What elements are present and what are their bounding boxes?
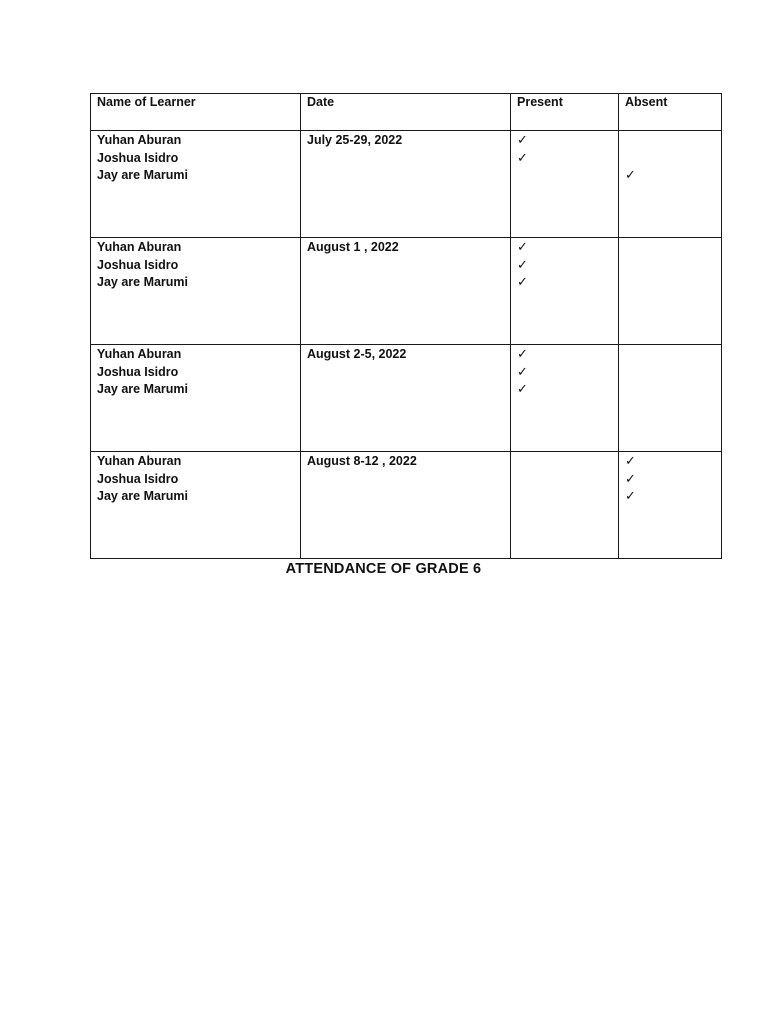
present-cell bbox=[511, 452, 619, 559]
date-cell bbox=[301, 238, 511, 345]
learner-name: Joshua Isidro bbox=[97, 150, 179, 165]
check-icon: ✓ bbox=[625, 453, 636, 468]
learners-cell bbox=[91, 238, 301, 345]
absent-cell bbox=[619, 452, 722, 559]
learner-name: Jay are Marumi bbox=[97, 275, 189, 289]
learners-cell bbox=[91, 452, 301, 559]
learner-name: Joshua Isidro bbox=[97, 364, 179, 379]
learner-name: Joshua Isidro bbox=[97, 257, 179, 272]
learner-name: Joshua Isidro bbox=[97, 471, 179, 486]
check-icon: ✓ bbox=[517, 346, 528, 361]
header-present: Present bbox=[511, 94, 619, 131]
table-row bbox=[91, 131, 722, 238]
table-row bbox=[91, 452, 722, 559]
learner-name: Jay are Marumi bbox=[97, 489, 189, 503]
header-row bbox=[91, 94, 722, 131]
date-cell bbox=[301, 452, 511, 559]
present-cell bbox=[511, 238, 619, 345]
check-icon: ✓ bbox=[517, 239, 528, 254]
check-icon: ✓ bbox=[517, 149, 528, 165]
date-text: August 1 , 2022 bbox=[307, 240, 399, 254]
present-cell bbox=[511, 345, 619, 452]
learner-name: Yuhan Aburan bbox=[97, 347, 182, 361]
check-icon: ✓ bbox=[625, 488, 636, 503]
check-icon: ✓ bbox=[517, 381, 528, 396]
absent-cell bbox=[619, 238, 722, 345]
check-icon: ✓ bbox=[517, 363, 528, 379]
date-cell bbox=[301, 131, 511, 238]
check-icon: ✓ bbox=[517, 256, 528, 272]
date-text: August 2-5, 2022 bbox=[307, 347, 407, 361]
check-icon: ✓ bbox=[625, 167, 636, 182]
header-date: Date bbox=[301, 94, 511, 131]
learner-name: Jay are Marumi bbox=[97, 382, 189, 396]
table-row bbox=[91, 345, 722, 452]
absent-cell bbox=[619, 131, 722, 238]
table-row bbox=[91, 238, 722, 345]
document-title: ATTENDANCE OF GRADE 6 bbox=[285, 561, 482, 577]
check-icon: ✓ bbox=[517, 132, 528, 147]
present-cell bbox=[511, 131, 619, 238]
header-absent: Absent bbox=[619, 94, 722, 131]
absent-cell bbox=[619, 345, 722, 452]
check-icon: ✓ bbox=[517, 274, 528, 289]
learner-name: Yuhan Aburan bbox=[97, 454, 182, 468]
learner-name: Yuhan Aburan bbox=[97, 133, 182, 147]
learner-name: Yuhan Aburan bbox=[97, 240, 182, 254]
header-name-of-learner: Name of Learner bbox=[91, 94, 301, 131]
date-cell bbox=[301, 345, 511, 452]
learners-cell bbox=[91, 345, 301, 452]
check-icon: ✓ bbox=[625, 470, 636, 486]
date-text: July 25-29, 2022 bbox=[307, 133, 403, 147]
learner-name: Jay are Marumi bbox=[97, 168, 189, 182]
date-text: August 8-12 , 2022 bbox=[307, 454, 417, 468]
attendance-table bbox=[90, 93, 722, 559]
learners-cell bbox=[91, 131, 301, 238]
